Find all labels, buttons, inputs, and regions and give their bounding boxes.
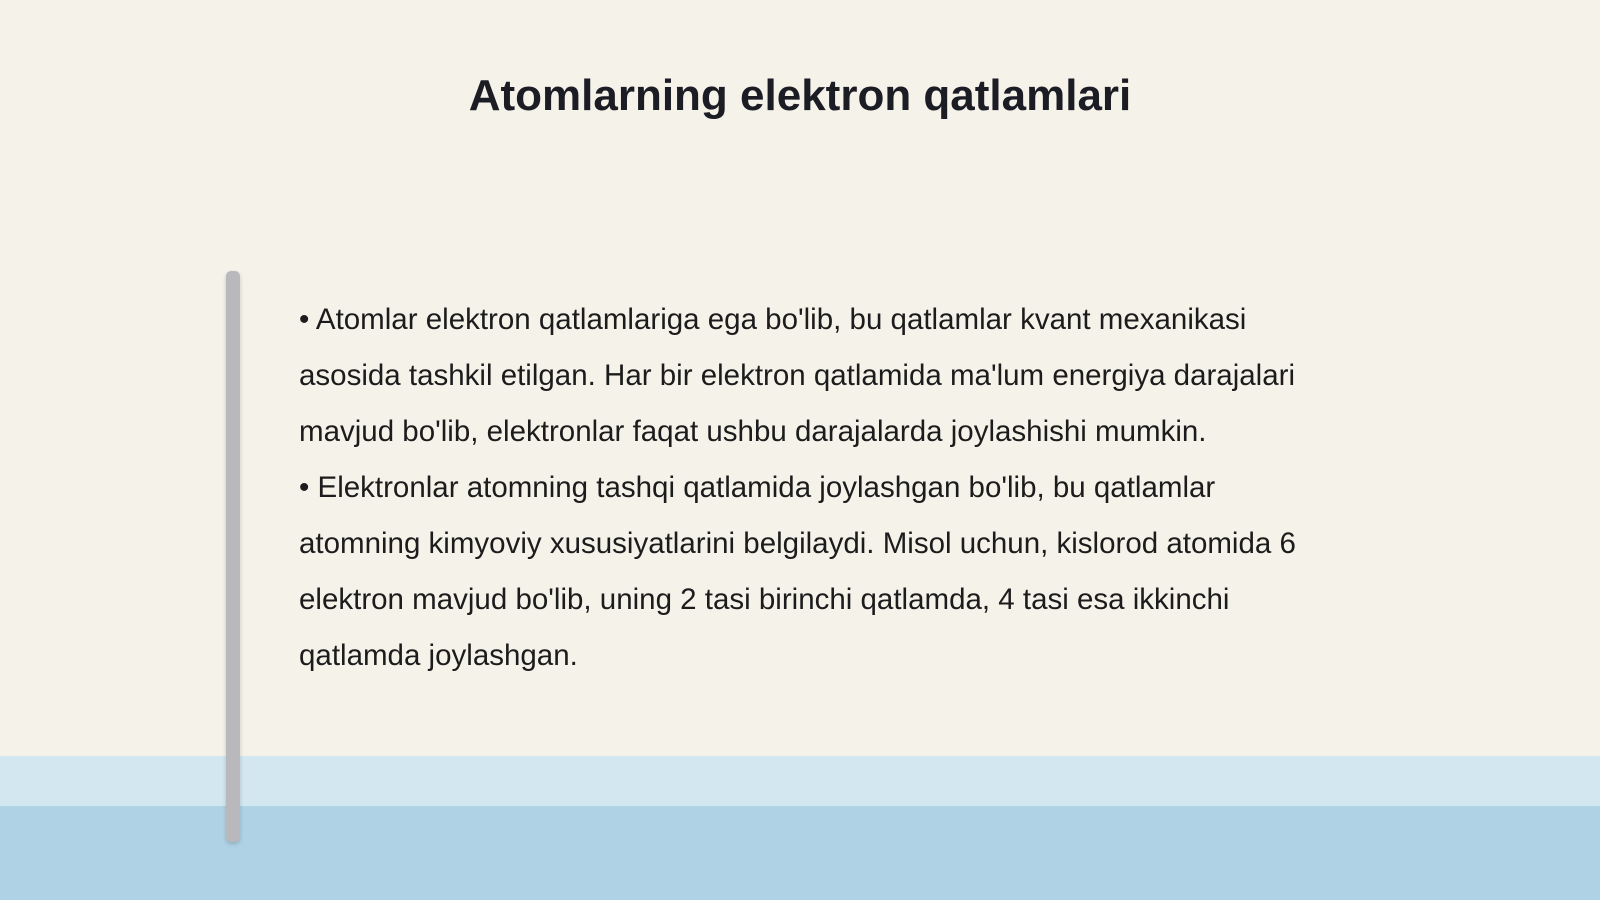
slide-title: Atomlarning elektron qatlamlari — [468, 71, 1132, 120]
footer-band-dark — [0, 806, 1600, 900]
bullet-item-2: • Elektronlar atomning tashqi qatlamida joylashgan bo'lib, bu qatlamlar atomning kimyoviy xususiyatlarini belgilaydi. Misol uchun, kislorod atomida 6 elektron mavjud bo'lib, uning 2 tasi birinchi qatlamda, 4 tasi esa ikkinchi qatlamda joylashgan. — [299, 471, 1296, 672]
footer-band-light — [0, 756, 1600, 806]
bullet-item-1: • Atomlar elektron qatlamlariga ega bo'lib, bu qatlamlar kvant mexanikasi asosida tashkil etilgan. Har bir elektron qatlamida ma'lum energiya darajalari mavjud bo'lib, elektronlar faqat ushbu darajalarda joylashishi mumkin. — [299, 303, 1296, 448]
accent-bar — [226, 271, 240, 842]
bullet-list — [299, 292, 1309, 684]
